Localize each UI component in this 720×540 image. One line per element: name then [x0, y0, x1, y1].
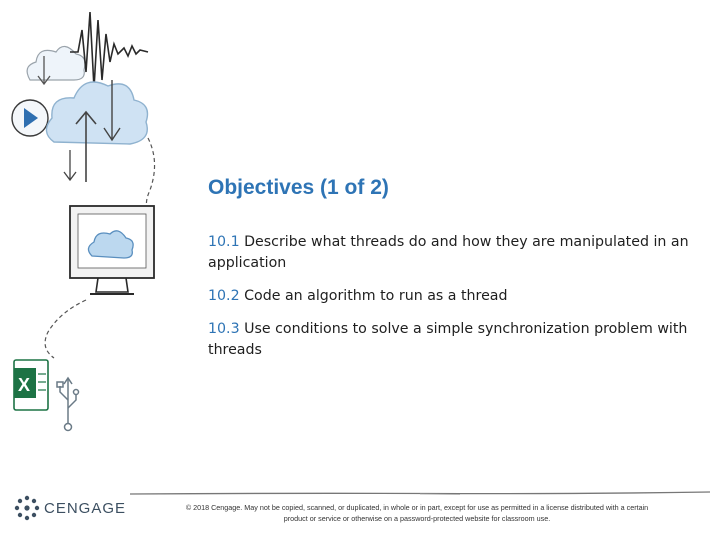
copyright-notice	[122, 503, 712, 524]
objective-number: 10.3	[208, 321, 240, 337]
objective-number: 10.1	[208, 234, 240, 250]
copyright-line: © 2018 Cengage. May not be copied, scanned, or duplicated, in whole or in part, except for use as permitted in a license distributed with a certain	[185, 503, 649, 512]
monitor-cloud-icon	[70, 206, 154, 294]
footer-divider	[130, 490, 710, 496]
objective-text: Use conditions to solve a simple synchronization problem with threads	[208, 321, 688, 358]
slide-title: Objectives (1 of 2)	[208, 176, 389, 199]
usb-icon	[57, 378, 79, 431]
logo-text: CENGAGE	[44, 499, 127, 517]
decorative-illustration	[0, 0, 200, 440]
objective-item	[208, 232, 698, 274]
objective-item	[208, 286, 698, 307]
svg-text:X: X	[18, 375, 31, 395]
play-button-icon	[12, 100, 48, 136]
objective-number: 10.2	[208, 288, 240, 304]
objective-text: Describe what threads do and how they are manipulated in an application	[208, 234, 689, 271]
copyright-line: product or service or otherwise on a password-protected website for classroom use.	[283, 513, 551, 523]
cengage-logo-icon	[14, 495, 40, 521]
objective-text: Code an algorithm to run as a thread	[244, 288, 508, 304]
excel-icon	[14, 360, 48, 410]
cengage-logo	[14, 495, 126, 521]
cloud-arrows-icon	[46, 80, 147, 182]
objective-item	[208, 319, 698, 361]
objectives-list	[208, 232, 698, 373]
